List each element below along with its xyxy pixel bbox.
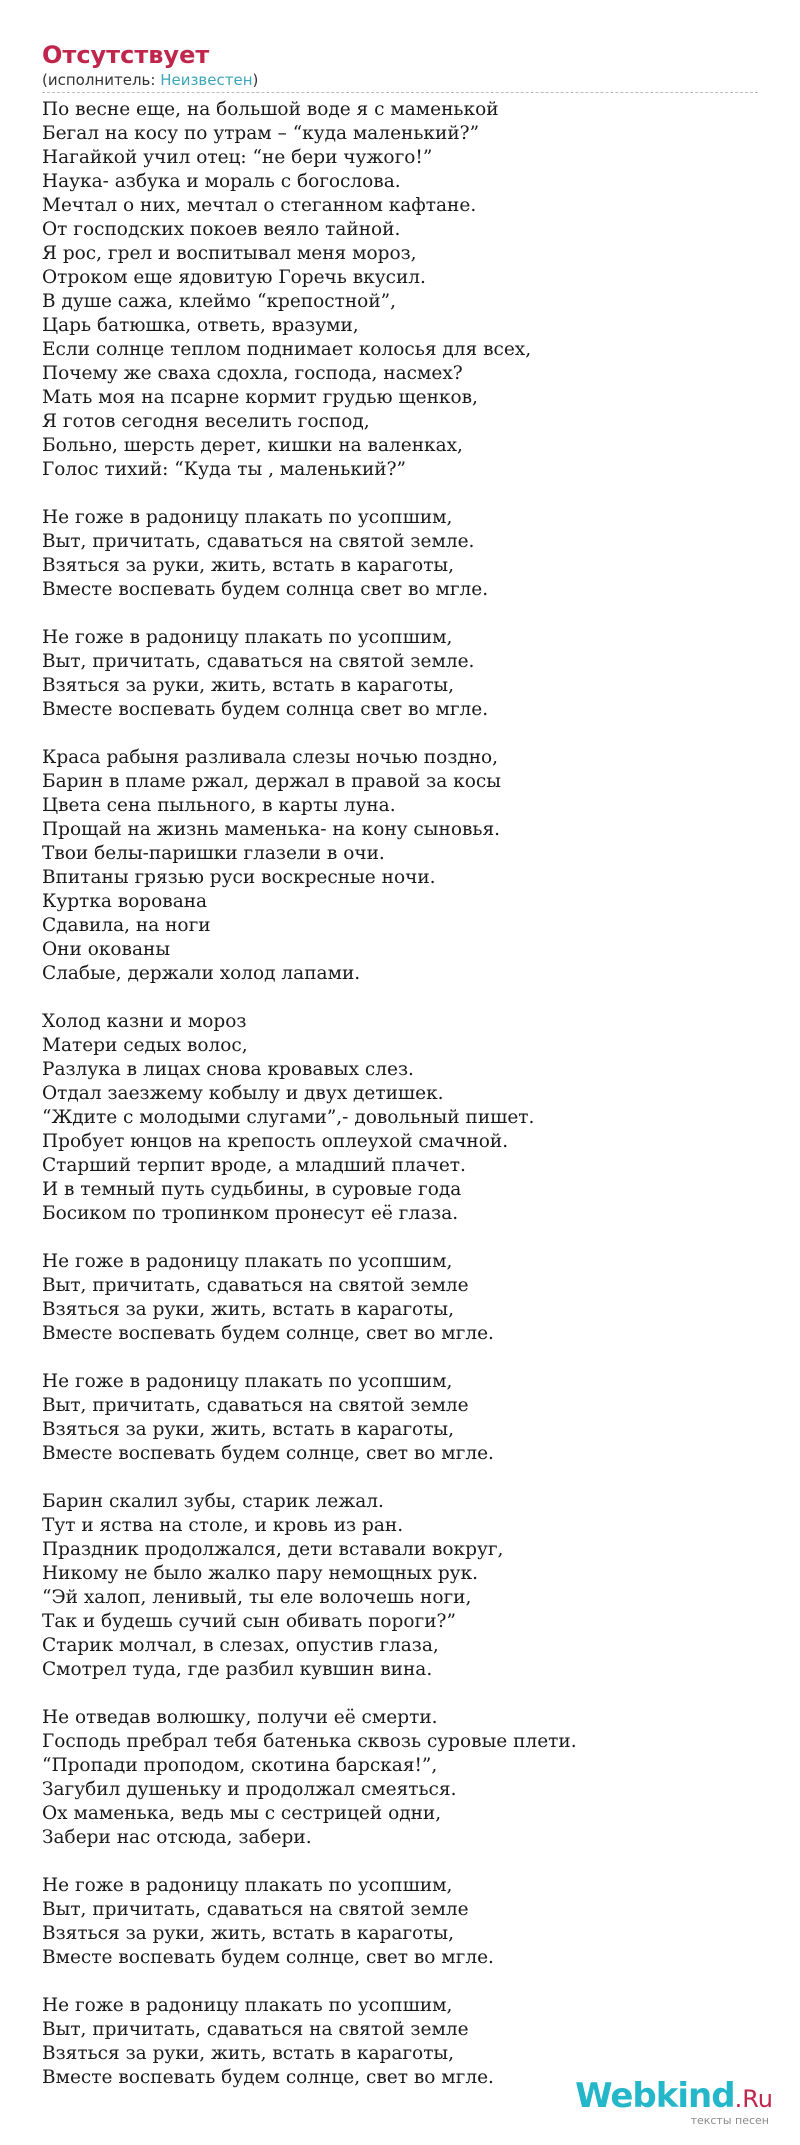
page-title: Отсутствует (42, 41, 210, 69)
lyric-line: Царь батюшка, ответь, вразуми, (42, 315, 359, 336)
lyric-line: По весне еще, на большой воде я с маменькой (42, 99, 499, 120)
lyrics-body (42, 98, 772, 2114)
lyric-line: Вместе воспевать будем солнце, свет во мгле. (42, 2067, 494, 2088)
logo-wordmark (575, 2076, 773, 2116)
lyric-line: Выт, причитать, сдаваться на святой земле (42, 1275, 469, 1296)
lyric-line: Вместе воспевать будем солнце, свет во мгле. (42, 1947, 494, 1968)
lyric-line: Смотрел туда, где разбил кувшин вина. (42, 1659, 433, 1680)
lyric-line: Не гоже в радоницу плакать по усопшим, (42, 1251, 453, 1272)
lyric-line: От господских покоев веяло тайной. (42, 219, 401, 240)
lyric-line: Матери седых волос, (42, 1035, 248, 1056)
lyric-line: Холод казни и мороз (42, 1011, 247, 1032)
lyric-line: Старший терпит вроде, а младший плачет. (42, 1155, 466, 1176)
lyric-line: Не гоже в радоницу плакать по усопшим, (42, 507, 453, 528)
performer-line (42, 70, 758, 93)
lyric-line: Загубил душеньку и продолжал смеяться. (42, 1779, 457, 1800)
lyric-line: Выт, причитать, сдаваться на святой земле (42, 1395, 469, 1416)
lyric-line: Мечтал о них, мечтал о стеганном кафтане. (42, 195, 477, 216)
lyric-line: Вместе воспевать будем солнца свет во мгле. (42, 579, 489, 600)
lyrics-stanza (42, 1706, 772, 1850)
lyric-line: Ох маменька, ведь мы с сестрицей одни, (42, 1803, 442, 1824)
lyric-line: Барин в пламе ржал, держал в правой за косы (42, 771, 501, 792)
lyrics-stanza (42, 506, 772, 602)
lyric-line: Я рос, грел и воспитывал меня мороз, (42, 243, 417, 264)
lyric-line: Разлука в лицах снова кровавых слез. (42, 1059, 414, 1080)
lyric-line: Отроком еще ядовитую Горечь вкусил. (42, 267, 426, 288)
lyric-line: Твои белы-паришки глазели в очи. (42, 843, 385, 864)
lyric-line: “Эй халоп, ленивый, ты еле волочешь ноги, (42, 1587, 472, 1608)
lyric-line: Взяться за руки, жить, встать в караготы, (42, 1923, 455, 1944)
logo-tagline: тексты песен (690, 2114, 769, 2127)
lyric-line: Куртка ворована (42, 891, 208, 912)
site-logo[interactable] (575, 2076, 773, 2127)
lyric-line: Так и будешь сучий сын обивать пороги?” (42, 1611, 456, 1632)
lyric-line: Нагайкой учил отец: “не бери чужого!” (42, 147, 433, 168)
lyric-line: Взяться за руки, жить, встать в караготы, (42, 675, 455, 696)
lyrics-stanza (42, 1010, 772, 1226)
lyric-line: Не гоже в радоницу плакать по усопшим, (42, 1371, 453, 1392)
lyric-line: Босиком по тропинком пронесут её глаза. (42, 1203, 459, 1224)
lyric-line: Взяться за руки, жить, встать в караготы, (42, 555, 455, 576)
lyrics-stanza (42, 626, 772, 722)
lyric-line: Мать моя на псарне кормит грудью щенков, (42, 387, 478, 408)
lyric-line: Взяться за руки, жить, встать в караготы, (42, 1299, 455, 1320)
lyric-line: Вместе воспевать будем солнца свет во мгле. (42, 699, 489, 720)
lyric-line: Господь пребрал тебя батенька сквозь суровые плети. (42, 1731, 577, 1752)
lyrics-stanza (42, 746, 772, 986)
lyric-line: Выт, причитать, сдаваться на святой земле (42, 2019, 469, 2040)
lyric-line: Я готов сегодня веселить господ, (42, 411, 370, 432)
lyric-line: Вместе воспевать будем солнце, свет во мгле. (42, 1323, 494, 1344)
lyric-line: Взяться за руки, жить, встать в караготы, (42, 1419, 455, 1440)
lyric-line: “Пропади проподом, скотина барская!”, (42, 1755, 438, 1776)
performer-prefix: (исполнитель: (42, 71, 161, 89)
lyrics-stanza (42, 1490, 772, 1682)
logo-main-text: Webkind (575, 2076, 735, 2116)
lyric-line: Слабые, держали холод лапами. (42, 963, 361, 984)
lyric-line: Не гоже в радоницу плакать по усопшим, (42, 627, 453, 648)
lyric-line: Цвета сена пыльного, в карты луна. (42, 795, 396, 816)
lyric-line: Впитаны грязью руси воскресные ночи. (42, 867, 436, 888)
lyric-line: Праздник продолжался, дети вставали вокруг, (42, 1539, 504, 1560)
lyric-line: Барин скалил зубы, старик лежал. (42, 1491, 384, 1512)
song-header (42, 40, 758, 93)
lyrics-stanza (42, 1250, 772, 1346)
lyric-line: В душе сажа, клеймо “крепостной”, (42, 291, 396, 312)
performer-suffix: ) (252, 71, 259, 89)
lyric-line: Голос тихий: “Куда ты , маленький?” (42, 459, 406, 480)
lyric-line: Прощай на жизнь маменька- на кону сыновья. (42, 819, 501, 840)
lyric-line: Бегал на косу по утрам – “куда маленький?” (42, 123, 480, 144)
lyric-line: Отдал заезжему кобылу и двух детишек. (42, 1083, 444, 1104)
lyrics-stanza (42, 1874, 772, 1970)
lyric-line: Наука- азбука и мораль с богослова. (42, 171, 401, 192)
lyric-line: Выт, причитать, сдаваться на святой земле (42, 1899, 469, 1920)
lyrics-stanza (42, 1370, 772, 1466)
lyric-line: Никому не было жалко пару немощных рук. (42, 1563, 479, 1584)
lyric-line: Вместе воспевать будем солнце, свет во мгле. (42, 1443, 494, 1464)
lyric-line: Почему же сваха сдохла, господа, насмех? (42, 363, 463, 384)
lyric-line: Выт, причитать, сдаваться на святой земле. (42, 531, 475, 552)
lyric-line: “Ждите с молодыми слугами”,- довольный пишет. (42, 1107, 535, 1128)
lyric-line: Пробует юнцов на крепость оплеухой смачной. (42, 1131, 509, 1152)
lyric-line: И в темный путь судьбины, в суровые года (42, 1179, 462, 1200)
lyric-line: Краса рабыня разливала слезы ночью поздно, (42, 747, 499, 768)
lyric-line: Тут и яства на столе, и кровь из ран. (42, 1515, 404, 1536)
lyric-line: Не отведав волюшку, получи её смерти. (42, 1707, 438, 1728)
lyric-line: Если солнце теплом поднимает колосья для всех, (42, 339, 532, 360)
logo-domain-suffix: .Ru (734, 2085, 773, 2113)
artist-link[interactable]: Неизвестен (160, 71, 253, 89)
lyric-line: Не гоже в радоницу плакать по усопшим, (42, 1995, 453, 2016)
lyric-line: Больно, шерсть дерет, кишки на валенках, (42, 435, 463, 456)
lyric-line: Забери нас отсюда, забери. (42, 1827, 312, 1848)
lyric-line: Взяться за руки, жить, встать в караготы, (42, 2043, 455, 2064)
lyric-line: Сдавила, на ноги (42, 915, 211, 936)
lyric-line: Не гоже в радоницу плакать по усопшим, (42, 1875, 453, 1896)
lyric-line: Выт, причитать, сдаваться на святой земле. (42, 651, 475, 672)
lyric-line: Старик молчал, в слезах, опустив глаза, (42, 1635, 439, 1656)
lyric-line: Они окованы (42, 939, 171, 960)
lyrics-stanza (42, 98, 772, 482)
